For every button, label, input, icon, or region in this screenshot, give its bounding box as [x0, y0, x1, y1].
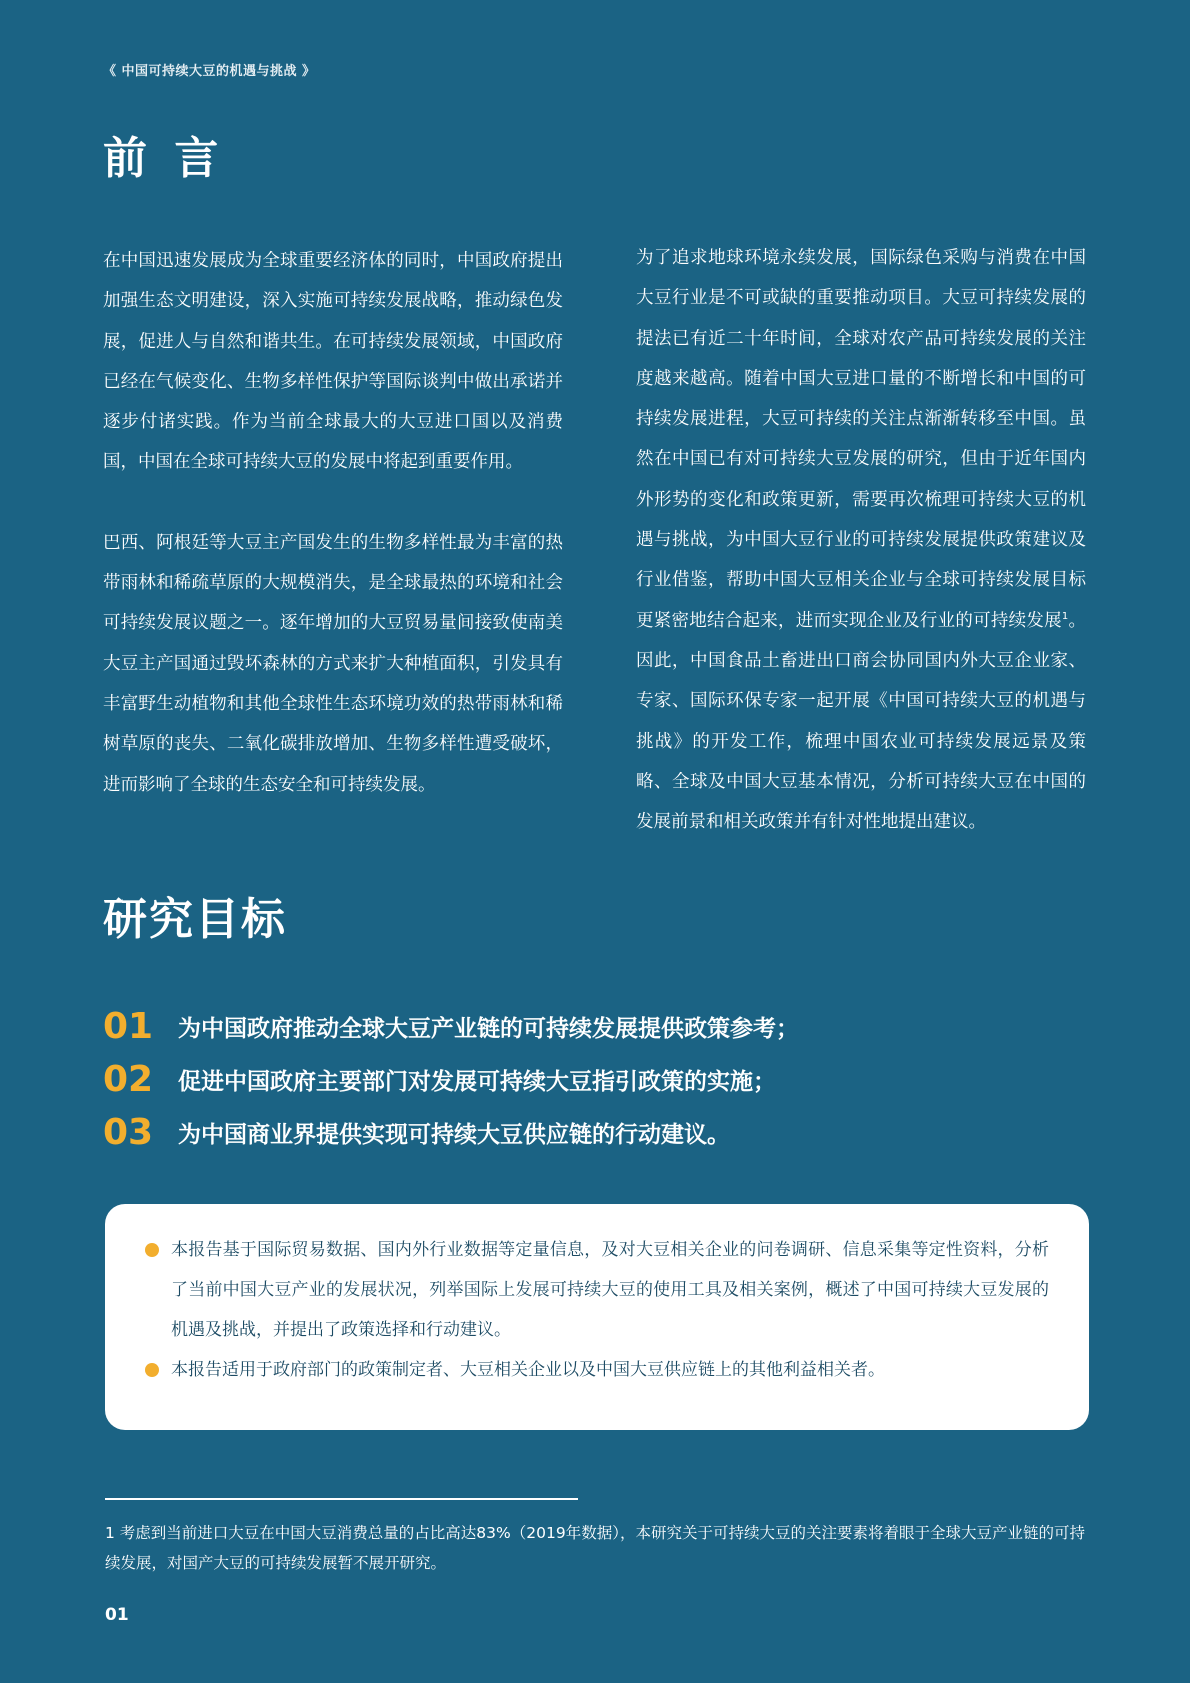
preface-title: 前 言: [103, 133, 225, 184]
scope-note: [145, 1350, 1049, 1390]
objective-text: 为中国商业界提供实现可持续大豆供应链的行动建议。: [178, 1122, 730, 1148]
objective-text: 为中国政府推动全球大豆产业链的可持续发展提供政策参考；: [178, 1016, 799, 1042]
objective-number: 01: [103, 1006, 154, 1047]
footnote-marker: 1: [1061, 610, 1069, 622]
objective-item: [103, 1106, 799, 1159]
preface-paragraph-2: 巴西、阿根廷等大豆主产国发生的生物多样性最为丰富的热带雨林和稀疏草原的大规模消失，是全球最热的环境和社会可持续发展议题之一。逐年增加的大豆贸易量间接致使南美大豆主产国通过毁坏森林的方式来扩大种植面积，引发具有丰富野生动植物和其他全球性生态环境功效的热带雨林和稀树草原的丧失、二氧化碳排放增加、生物多样性遭受破坏，进而影响了全球的生态安全和可持续发展。: [103, 532, 563, 795]
bullet-dot-icon: [145, 1243, 159, 1257]
preface-left-column: [103, 241, 563, 805]
preface-paragraph-3a: 为了追求地球环境永续发展，国际绿色采购与消费在中国大豆行业是不可或缺的重要推动项目。大豆可持续发展的提法已有近二十年时间，全球对农产品可持续发展的关注度越来越高。随着中国大豆进口量的不断增长和中国的可持续发展进程，大豆可持续的关注点渐渐转移至中国。虽然在中国已有对可持续大豆发展的研究，但由于近年国内外形势的变化和政策更新，需要再次梳理可持续大豆的机遇与挑战，为中国大豆行业的可持续发展提供政策建议及行业借鉴，帮助中国大豆相关企业与全球可持续发展目标更紧密地结合起来，进而实现企业及行业的可持续发展: [636, 248, 1086, 631]
footnote: 1 考虑到当前进口大豆在中国大豆消费总量的占比高达83%（2019年数据），本研究关于可持续大豆的关注要素将着眼于全球大豆产业链的可持续发展，对国产大豆的可持续发展暂不展开研究。: [105, 1524, 1085, 1572]
running-header: 《 中国可持续大豆的机遇与挑战 》: [103, 64, 316, 79]
preface-right-column: [636, 238, 1086, 842]
bullet-dot-icon: [145, 1363, 159, 1377]
report-scope-card: [105, 1204, 1089, 1430]
objective-item: [103, 1053, 799, 1106]
preface-paragraph-3: [636, 238, 1086, 842]
scope-note-text: 本报告适用于政府部门的政策制定者、大豆相关企业以及中国大豆供应链上的其他利益相关者。: [171, 1360, 885, 1380]
objective-item: [103, 1000, 799, 1053]
footnote-divider: [105, 1498, 578, 1500]
objective-text: 促进中国政府主要部门对发展可持续大豆指引政策的实施；: [178, 1069, 776, 1095]
objectives-title: 研究目标: [103, 894, 287, 945]
preface-paragraph-3b: 。因此，中国食品土畜进出口商会协同国内外大豆企业家、专家、国际环保专家一起开展《中国可持续大豆的机遇与挑战》的开发工作，梳理中国农业可持续发展远景及策略、全球及中国大豆基本情况，分析可持续大豆在中国的发展前景和相关政策并有针对性地提出建议。: [636, 610, 1087, 833]
scope-note: [145, 1230, 1049, 1350]
objective-number: 02: [103, 1059, 154, 1100]
page-number: 01: [105, 1605, 129, 1625]
objective-number: 03: [103, 1112, 154, 1153]
scope-note-text: 本报告基于国际贸易数据、国内外行业数据等定量信息，及对大豆相关企业的问卷调研、信息采集等定性资料，分析了当前中国大豆产业的发展状况，列举国际上发展可持续大豆的使用工具及相关案例，概述了中国可持续大豆发展的机遇及挑战，并提出了政策选择和行动建议。: [171, 1240, 1049, 1340]
objectives-list: [103, 1000, 799, 1159]
preface-paragraph-1: 在中国迅速发展成为全球重要经济体的同时，中国政府提出加强生态文明建设，深入实施可持续发展战略，推动绿色发展，促进人与自然和谐共生。在可持续发展领域，中国政府已经在气候变化、生物多样性保护等国际谈判中做出承诺并逐步付诸实践。作为当前全球最大的大豆进口国以及消费国，中国在全球可持续大豆的发展中将起到重要作用。: [103, 251, 563, 473]
